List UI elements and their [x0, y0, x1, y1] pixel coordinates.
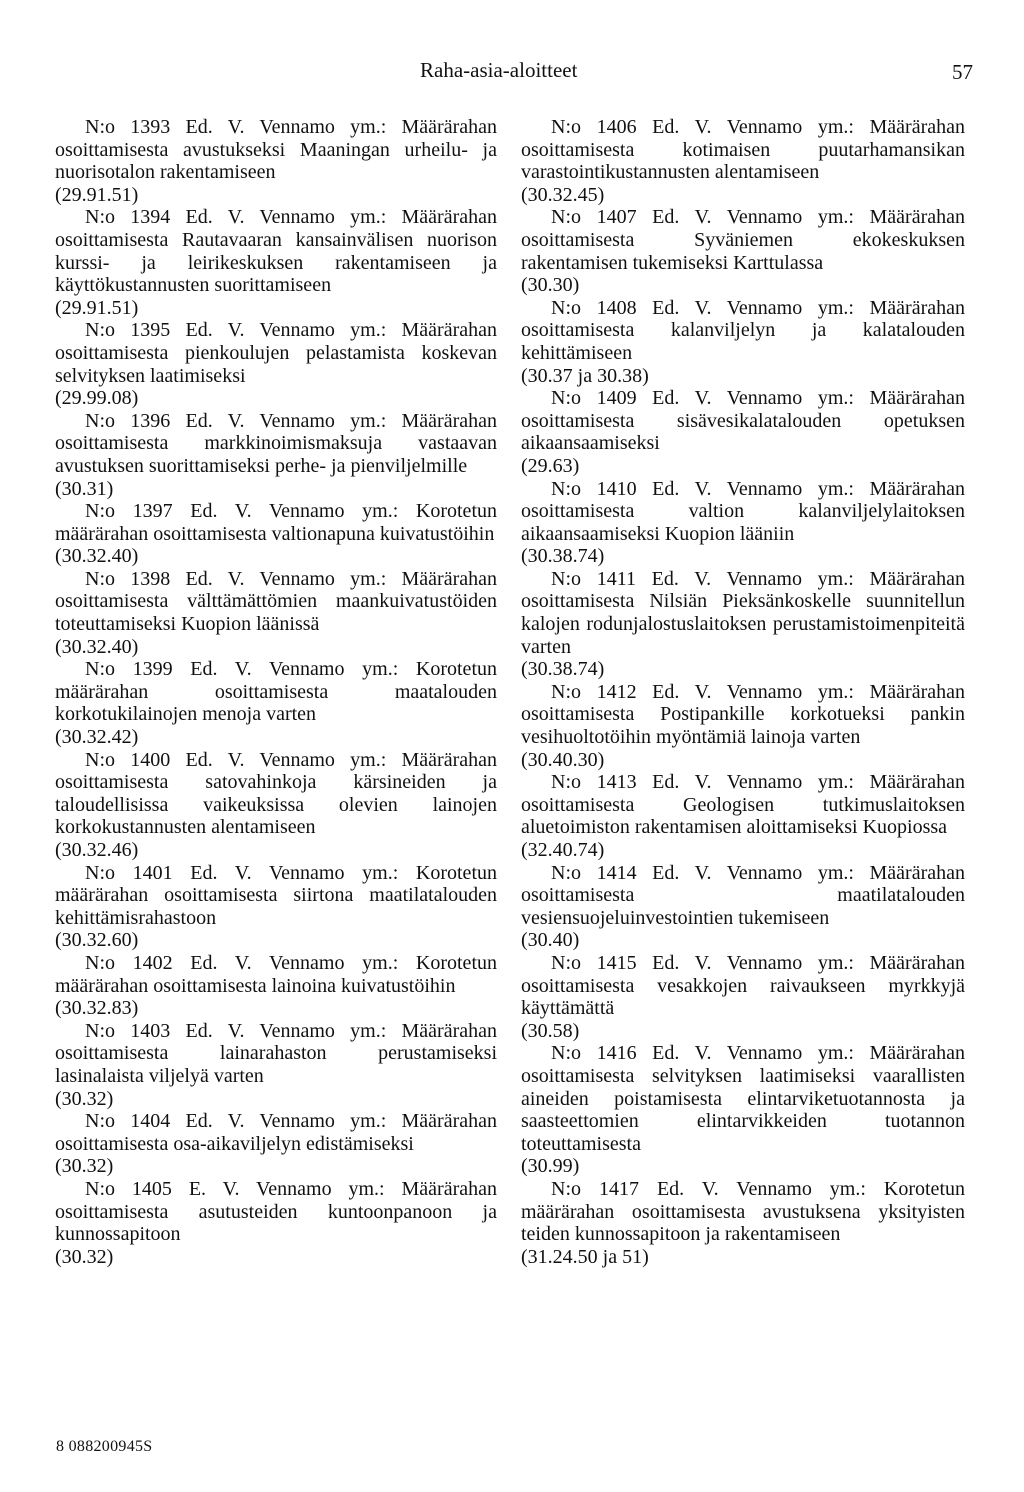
motion-entry	[521, 116, 965, 206]
motion-entry	[55, 116, 497, 206]
budget-reference: (30.32.42)	[55, 726, 139, 749]
budget-reference: (30.40.30)	[521, 748, 605, 771]
budget-reference: (29.91.51)	[55, 183, 139, 206]
budget-reference: (30.40)	[521, 929, 580, 952]
budget-reference: (30.32.40)	[55, 545, 139, 568]
motion-text: N:o 1409 Ed. V. Vennamo ym.: Määrärahan osoittamisesta sisävesikalatalouden opetuksen aikaansaamiseksi	[521, 387, 965, 455]
motion-entry	[55, 1178, 497, 1268]
motion-entry	[55, 206, 497, 319]
motion-text: N:o 1417 Ed. V. Vennamo ym.: Korotetun määrärahan osoittamisesta avustuksena yksityisten teiden kunnossapitoon ja rakentamiseen	[521, 1177, 965, 1246]
motion-text: N:o 1395 Ed. V. Vennamo ym.: Määrärahan osoittamisesta pienkoulujen pelastamista koskevan selvityksen laatimiseksi	[55, 319, 497, 387]
motion-entry	[521, 1178, 965, 1268]
motion-entry	[55, 1020, 497, 1110]
page-number: 57	[952, 60, 973, 84]
budget-reference: (30.31)	[55, 477, 114, 500]
motion-text: N:o 1408 Ed. V. Vennamo ym.: Määrärahan osoittamisesta kalanviljelyn ja kalatalouden kehittämiseen	[521, 296, 965, 364]
motion-entry	[55, 952, 497, 1020]
motion-text: N:o 1398 Ed. V. Vennamo ym.: Määrärahan osoittamisesta välttämättömien maankuivatustöiden toteuttamiseksi Kuopion läänissä	[55, 567, 497, 636]
motion-text: N:o 1416 Ed. V. Vennamo ym.: Määrärahan osoittamisesta selvityksen laatimiseksi vaarallisten aineiden poistamisesta elintarviketuotannosta ja saasteettomien elintarvikkeiden tuotannon toteuttamisesta	[521, 1042, 965, 1155]
motion-text: N:o 1407 Ed. V. Vennamo ym.: Määrärahan osoittamisesta Syväniemen ekokeskuksen rakentamisen tukemiseksi Karttulassa	[521, 206, 965, 274]
motion-text: N:o 1405 E. V. Vennamo ym.: Määrärahan osoittamisesta asutusteiden kuntoonpanoon ja kunnossapitoon	[55, 1177, 497, 1246]
budget-reference: (32.40.74)	[521, 839, 605, 861]
motion-text: N:o 1394 Ed. V. Vennamo ym.: Määrärahan osoittamisesta Rautavaaran kansainvälisen nuorison kurssi- ja leirikeskuksen rakentamiseen ja käyttökustannusten suorittamiseen	[55, 206, 497, 297]
motion-text: N:o 1401 Ed. V. Vennamo ym.: Korotetun määrärahan osoittamisesta siirtona maatilatalouden kehittämisrahastoon	[55, 861, 497, 929]
motion-text: N:o 1402 Ed. V. Vennamo ym.: Korotetun määrärahan osoittamisesta lainoina kuivatustöihin	[55, 951, 497, 997]
motion-text: N:o 1415 Ed. V. Vennamo ym.: Määrärahan osoittamisesta vesakkojen raivaukseen myrkkyjä käyttämättä	[521, 951, 965, 1020]
motion-text: N:o 1411 Ed. V. Vennamo ym.: Määrärahan osoittamisesta Nilsiän Pieksänkoskelle suunnitellun kalojen rodunjalostuslaitoksen perustamistoimenpiteitä varten	[521, 567, 965, 658]
running-header-title: Raha-asia-aloitteet	[420, 58, 578, 82]
budget-reference: (29.99.08)	[55, 387, 139, 410]
motion-text: N:o 1414 Ed. V. Vennamo ym.: Määrärahan osoittamisesta maatilatalouden vesiensuojeluinvestointien tukemiseen	[521, 861, 965, 929]
motion-entry	[55, 1110, 497, 1178]
motion-text: N:o 1413 Ed. V. Vennamo ym.: Määrärahan osoittamisesta Geologisen tutkimuslaitoksen aluetoimiston rakentamisen aloittamiseksi Kuopiossa	[521, 771, 965, 839]
motion-entry	[55, 568, 497, 658]
motion-text: N:o 1406 Ed. V. Vennamo ym.: Määrärahan osoittamisesta kotimaisen puutarhamansikan varastointikustannusten alentamiseen	[521, 116, 965, 184]
motion-text: N:o 1403 Ed. V. Vennamo ym.: Määrärahan osoittamisesta lainarahaston perustamiseksi lasinalaista viljelyä varten	[55, 1019, 497, 1087]
budget-reference: (30.32.83)	[55, 997, 139, 1020]
motion-text: N:o 1393 Ed. V. Vennamo ym.: Määrärahan osoittamisesta avustukseksi Maaningan urheilu- ja nuorisotalon rakentamiseen	[55, 116, 497, 184]
left-column	[55, 116, 497, 1268]
motion-entry	[521, 478, 965, 568]
motion-entry	[55, 749, 497, 862]
budget-reference: (30.99)	[521, 1155, 580, 1178]
motion-entry	[521, 771, 965, 861]
motion-entry	[55, 319, 497, 409]
motion-text: N:o 1410 Ed. V. Vennamo ym.: Määrärahan osoittamisesta valtion kalanviljelylaitoksen aikaansaamiseksi Kuopion lääniin	[521, 477, 965, 545]
motion-entry	[521, 297, 965, 387]
budget-reference: (30.37 ja 30.38)	[521, 364, 649, 387]
motion-text: N:o 1400 Ed. V. Vennamo ym.: Määrärahan osoittamisesta satovahinkoja kärsineiden ja taloudellisissa vaikeuksissa olevien lainojen korkokustannusten alentamiseen	[55, 748, 497, 839]
budget-reference: (30.32.40)	[55, 635, 139, 658]
budget-reference: (31.24.50 ja 51)	[521, 1245, 649, 1268]
budget-reference: (30.32)	[55, 1245, 114, 1268]
motion-text: N:o 1412 Ed. V. Vennamo ym.: Määrärahan osoittamisesta Postipankille korkotueksi pankin vesihuoltotöihin myöntämiä lainoja varten	[521, 680, 965, 749]
budget-reference: (30.58)	[521, 1019, 580, 1042]
motion-entry	[521, 952, 965, 1042]
motion-entry	[521, 1042, 965, 1178]
motion-entry	[521, 681, 965, 771]
motion-entry	[55, 658, 497, 748]
budget-reference: (29.63)	[521, 454, 580, 477]
budget-reference: (30.32)	[55, 1087, 114, 1110]
budget-reference: (30.38.74)	[521, 545, 605, 568]
motion-text: N:o 1404 Ed. V. Vennamo ym.: Määrärahan osoittamisesta osa-aikaviljelyn edistämiseksi	[55, 1110, 497, 1155]
footer-code: 8 088200945S	[56, 1438, 153, 1455]
budget-reference: (30.32)	[55, 1155, 114, 1178]
motion-entry	[521, 387, 965, 477]
motion-text: N:o 1396 Ed. V. Vennamo ym.: Määrärahan osoittamisesta markkinoimismaksuja vastaavan avustuksen suorittamiseksi perhe- ja pienviljelmille	[55, 409, 497, 477]
motion-entry	[55, 500, 497, 568]
motion-entry	[55, 410, 497, 500]
budget-reference: (29.91.51)	[55, 296, 139, 319]
motion-entry	[521, 568, 965, 681]
right-column	[521, 116, 965, 1268]
budget-reference: (30.32.60)	[55, 929, 139, 952]
motion-entry	[521, 206, 965, 296]
motion-entry	[521, 862, 965, 952]
budget-reference: (30.32.45)	[521, 183, 605, 206]
budget-reference: (30.38.74)	[521, 658, 605, 681]
budget-reference: (30.30)	[521, 274, 580, 297]
motion-entry	[55, 862, 497, 952]
motion-text: N:o 1397 Ed. V. Vennamo ym.: Korotetun määrärahan osoittamisesta valtionapuna kuivatustöihin	[55, 500, 497, 545]
motion-text: N:o 1399 Ed. V. Vennamo ym.: Korotetun määrärahan osoittamisesta maatalouden korkotukilainojen menoja varten	[55, 658, 497, 726]
budget-reference: (30.32.46)	[55, 839, 139, 861]
